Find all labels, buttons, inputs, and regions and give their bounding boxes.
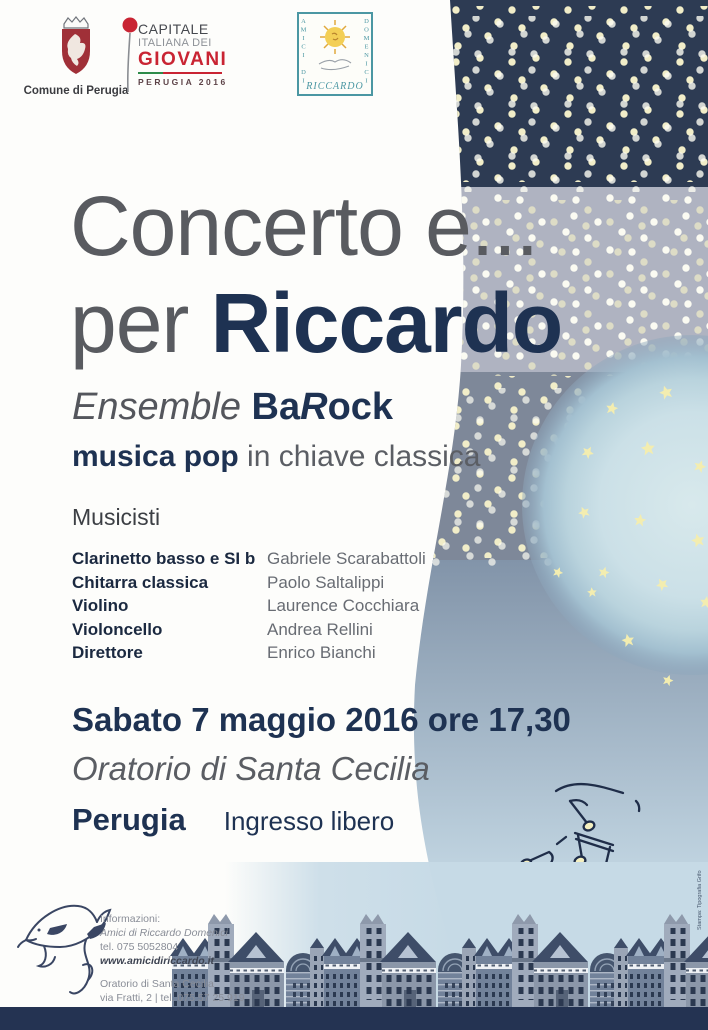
bottom-bar (0, 1007, 708, 1030)
event-city-line (72, 794, 571, 852)
info-address: via Fratti, 2 | tel. 075 57 25 919 (100, 992, 245, 1004)
info-venue: Oratorio di Santa Cecilia (100, 978, 214, 990)
capitale-line2: ITALIANA DEI (138, 37, 212, 49)
dolphin-icon (14, 894, 114, 998)
ensemble-name: Ensemble BaRock (72, 386, 394, 428)
info-label: Informazioni: (100, 913, 161, 925)
musician-role: Direttore (72, 643, 143, 662)
info-org: Amici di Riccardo Domenici (100, 927, 228, 939)
flag-rule (138, 72, 222, 74)
event-admission: Ingresso libero (223, 806, 395, 836)
event-section (72, 696, 571, 852)
musician-name: Gabriele Scarabattoli (267, 549, 426, 568)
perugia-crest-icon (41, 14, 111, 78)
page-title (70, 178, 562, 372)
info-section (100, 912, 245, 1005)
musician-name: Enrico Bianchi (267, 643, 376, 662)
musician-row (72, 641, 426, 665)
sun-icon (313, 18, 357, 76)
capitale-line3: GIOVANI (138, 49, 228, 70)
musician-role: Chitarra classica (72, 572, 209, 592)
event-venue: Oratorio di Santa Cecilia (72, 750, 430, 787)
musicians-section (72, 504, 426, 665)
tagline: musica pop in chiave classica (72, 440, 481, 473)
event-city: Perugia (72, 802, 186, 837)
musician-role: Violoncello (72, 619, 163, 639)
info-website: www.amicidiriccardo.it (100, 955, 214, 967)
printer-credit: Stampa: Tipografia Grifo (697, 870, 703, 930)
pin-icon (120, 16, 140, 94)
title-riccardo: Riccardo (210, 276, 563, 370)
musician-row (72, 547, 426, 571)
amici-name-label: RICCARDO (306, 81, 364, 92)
amici-left-label: AMICI DI (300, 18, 307, 86)
event-date: Sabato 7 maggio 2016 ore 17,30 (72, 701, 571, 738)
musician-role: Violino (72, 596, 129, 615)
title-line1: Concerto e... (70, 179, 538, 273)
musician-row (72, 594, 426, 618)
musicians-heading: Musicisti (72, 504, 161, 530)
amici-di-riccardo-logo (297, 12, 373, 96)
comune-caption: Comune di Perugia (23, 85, 129, 97)
musician-name: Andrea Rellini (267, 619, 373, 639)
musician-name: Laurence Cocchiara (267, 596, 420, 615)
musician-role: Clarinetto basso e SI b (72, 549, 256, 568)
capitale-line1: CAPITALE (138, 21, 209, 37)
capitale-line4: PERUGIA 2016 (138, 77, 228, 87)
amici-right-label: DOMENICI (363, 18, 370, 86)
info-phone: tel. 075 5052804 (100, 941, 179, 953)
musician-row (72, 571, 426, 595)
figure-sketch (319, 60, 351, 70)
title-line2: per Riccardo (70, 276, 563, 370)
musician-row (72, 618, 426, 642)
comune-di-perugia-logo (20, 14, 132, 97)
musician-name: Paolo Saltalippi (267, 572, 385, 592)
